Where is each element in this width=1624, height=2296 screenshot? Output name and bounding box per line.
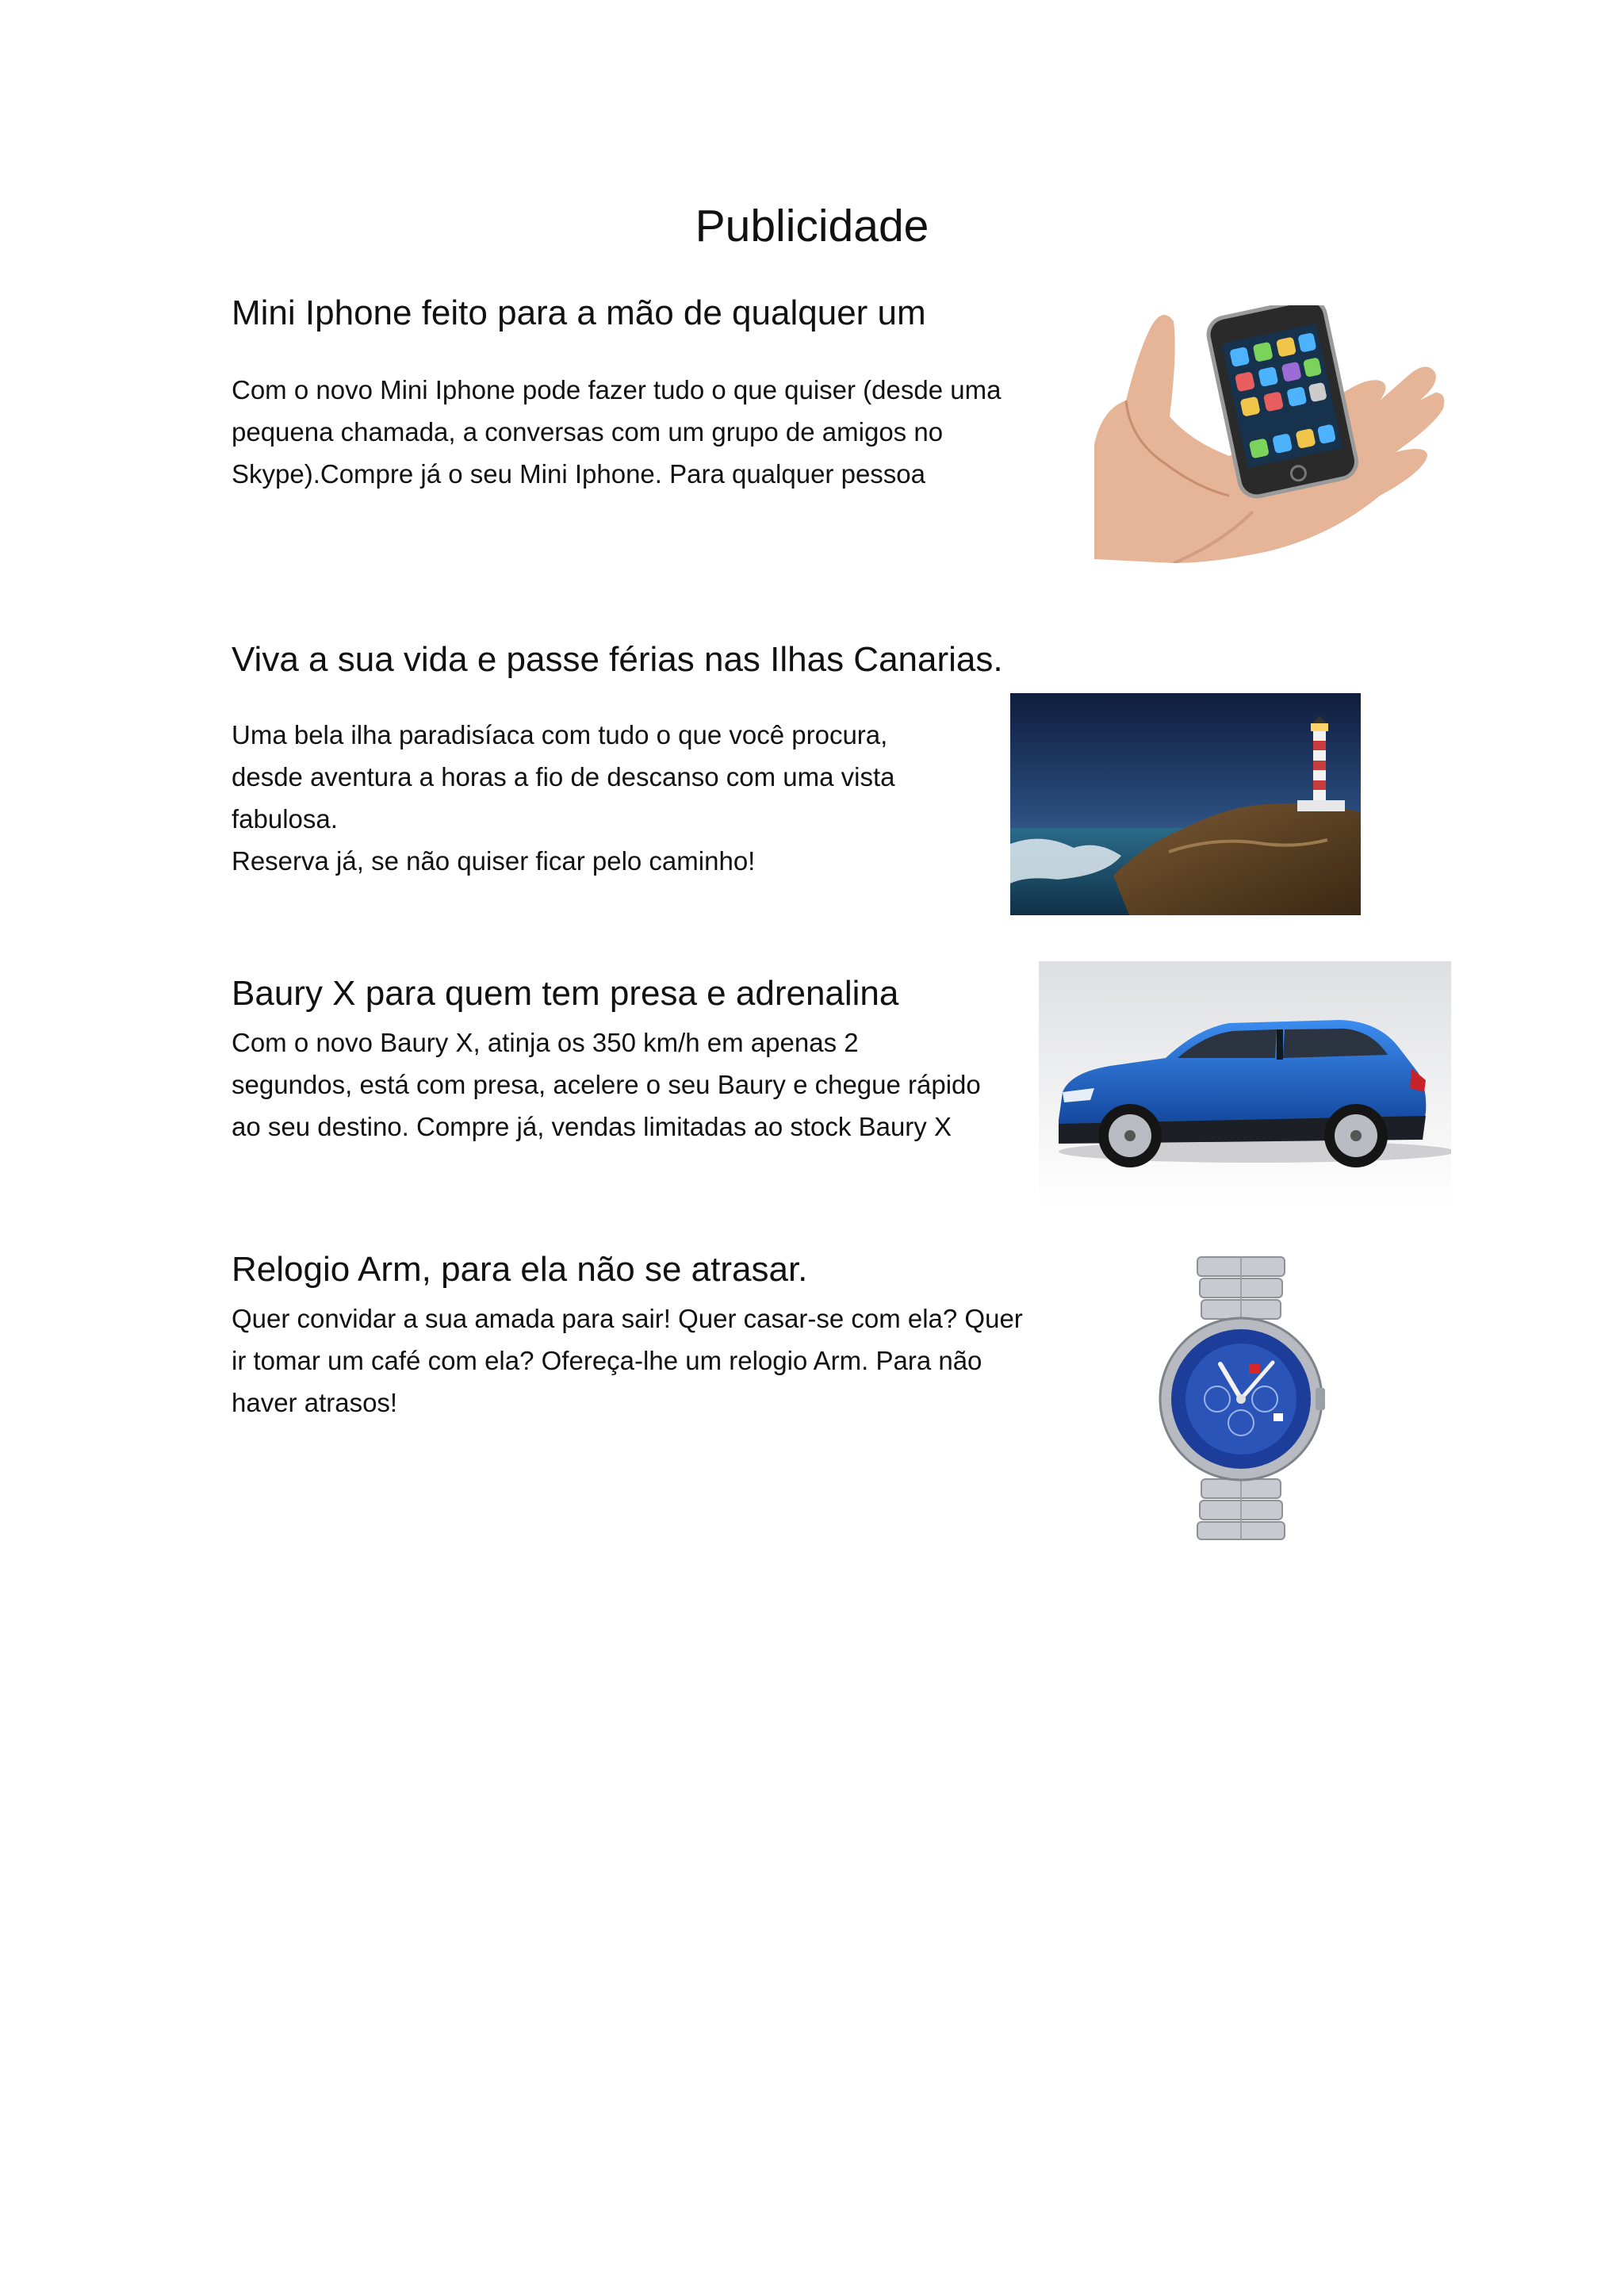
ad-body-relogio-arm [232, 1297, 1023, 1424]
ad-body-line: pequena chamada, a conversas com um grupo de amigos no [232, 417, 944, 447]
ad-title-relogio-arm: Relogio Arm, para ela não se atrasar. [232, 1250, 808, 1289]
lighthouse-coast-illustration [1010, 693, 1361, 915]
ad-body-line: Reserva já, se não quiser ficar pelo caminho! [232, 846, 756, 876]
ad-body-line: Com o novo Baury X, atinja os 350 km/h em apenas 2 [232, 1028, 859, 1057]
ad-body-mini-iphone [232, 369, 1001, 495]
ad-title-ilhas-canarias: Viva a sua vida e passe férias nas Ilhas Canarias. [232, 640, 1003, 679]
ad-title-mini-iphone: Mini Iphone feito para a mão de qualquer um [232, 293, 926, 332]
page-title: Publicidade [695, 201, 929, 251]
phone-in-hand-illustration [1094, 305, 1447, 563]
blue-suv-illustration [1039, 961, 1451, 1207]
wristwatch-image [1154, 1253, 1328, 1543]
ad-body-line: Uma bela ilha paradisíaca com tudo o que você procura, [232, 720, 888, 749]
wristwatch-illustration [1154, 1253, 1328, 1543]
ad-body-line: ao seu destino. Compre já, vendas limitadas ao stock Baury X [232, 1112, 952, 1141]
ad-body-baury-x [232, 1022, 981, 1148]
ad-body-line: ir tomar um café com ela? Ofereça-lhe um relogio Arm. Para não [232, 1346, 982, 1375]
ad-body-line: Com o novo Mini Iphone pode fazer tudo o que quiser (desde uma [232, 375, 1002, 404]
ad-body-line: Skype).Compre já o seu Mini Iphone. Para qualquer pessoa [232, 459, 925, 489]
ad-body-ilhas-canarias [232, 714, 895, 882]
ad-title-baury-x: Baury X para quem tem presa e adrenalina [232, 974, 899, 1013]
ad-body-line: Quer convidar a sua amada para sair! Quer casar-se com ela? Quer [232, 1304, 1023, 1333]
ad-body-line: haver atrasos! [232, 1388, 398, 1417]
lighthouse-coast-image [1010, 693, 1361, 915]
ad-body-line: desde aventura a horas a fio de descanso com uma vista [232, 762, 895, 792]
blue-suv-image [1039, 961, 1451, 1207]
ad-body-line: segundos, está com presa, acelere o seu Baury e chegue rápido [232, 1070, 981, 1099]
phone-in-hand-image [1094, 305, 1447, 563]
ad-body-line: fabulosa. [232, 804, 338, 834]
